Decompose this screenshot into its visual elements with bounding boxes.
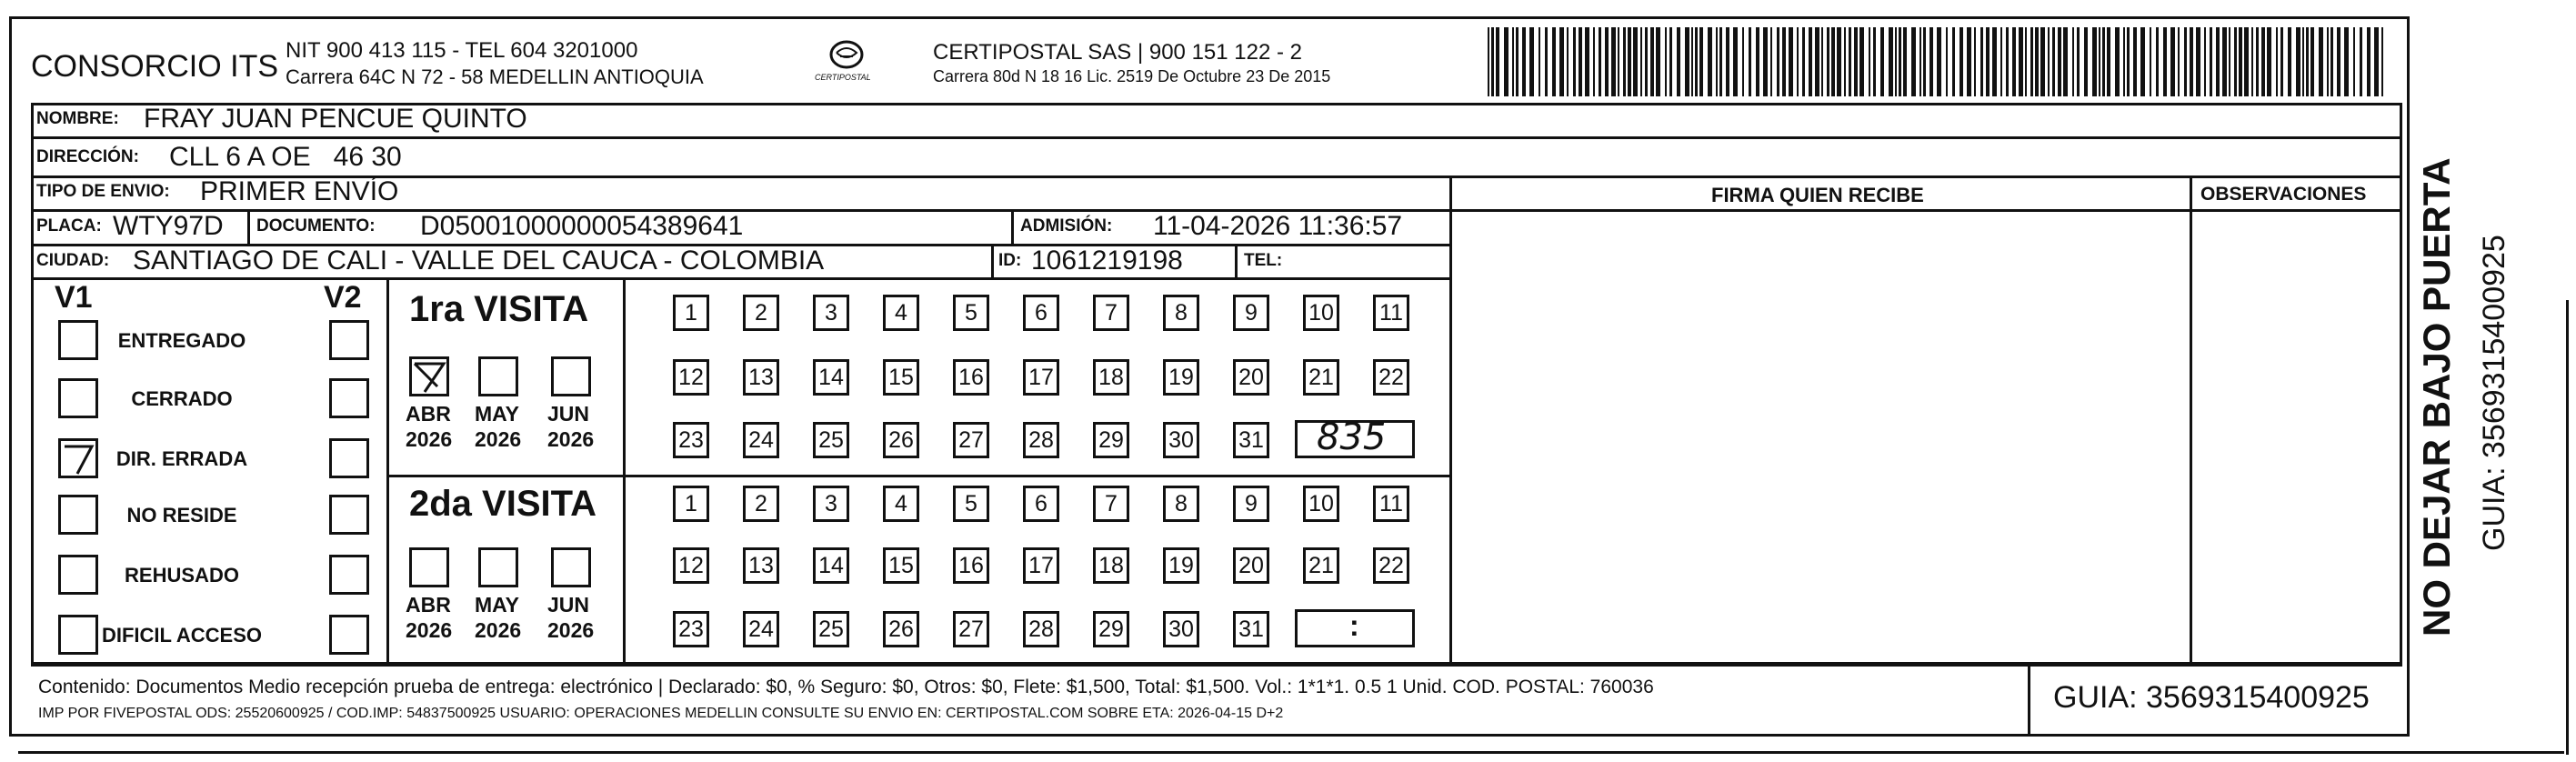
barcode-bar [2184,27,2187,96]
barcode-bar [1986,27,1990,96]
day-box[interactable]: 14 [813,547,849,584]
v2-checkbox[interactable] [329,438,369,478]
barcode-bar [1809,27,1812,96]
barcode-bar [1854,27,1858,96]
day-box[interactable]: 27 [953,422,989,458]
status-label: CERRADO [131,387,233,410]
company-address: Carrera 64C N 72 - 58 MEDELLIN ANTIOQUIA [286,65,704,88]
document-value: D05001000000054389641 [420,211,744,241]
barcode-bar [2280,27,2283,96]
header-underline [1449,209,2402,212]
barcode-bar [1946,27,1948,96]
barcode-bar [1733,27,1738,96]
barcode-bar [1522,27,1526,96]
barcode-bar [1889,27,1893,96]
barcode-bar [2156,27,2159,96]
day-box[interactable]: 20 [1233,547,1269,584]
barcode-bar [2267,27,2271,96]
barcode-bar [1529,27,1534,96]
barcode-bar [1599,27,1601,96]
city-value: SANTIAGO DE CALI - VALLE DEL CAUCA - COLOMBIA [133,246,825,276]
col-line [386,277,389,662]
day-box[interactable]: 26 [883,611,919,647]
day-box[interactable]: 12 [673,547,709,584]
barcode-bar [1859,27,1864,96]
barcode-bar [2367,27,2371,96]
barcode-bar [1593,27,1595,96]
barcode-bar [1539,27,1540,96]
document-label: DOCUMENTO: [256,216,376,236]
day-box[interactable]: 5 [953,486,989,522]
day-box[interactable]: 20 [1233,359,1269,396]
barcode-bar [2261,27,2265,96]
col-line [2028,662,2030,737]
col-line [2190,175,2192,664]
barcode-bar [2115,27,2120,96]
barcode-bar [1695,27,1698,96]
v2-label: V2 [324,280,362,315]
day-box[interactable]: 25 [813,611,849,647]
imp-line: IMP POR FIVEPOSTAL ODS: 25520600925 / COD.IMP: 54837500925 USUARIO: OPERACIONES MEDELLIN CONSULTE SU ENVIO EN: CERTIPOSTAL.COM SOBRE ETA: 2026-04-15 D+2 [38,706,1284,721]
certipostal-logo [806,36,887,89]
barcode-bar [2063,27,2068,96]
barcode-bar [1899,27,1901,96]
barcode-bar [2239,27,2242,96]
barcode-bar [1726,27,1729,96]
day-box[interactable]: 23 [673,611,709,647]
day-box[interactable]: 12 [673,359,709,396]
barcode-bar [1929,27,1933,96]
barcode-bar [2222,27,2227,96]
month-checkbox[interactable] [409,356,449,396]
barcode-bar [1797,27,1799,96]
barcode-bar [2058,27,2061,96]
v2-checkbox[interactable] [329,378,369,418]
admission-label: ADMISIÓN: [1020,216,1113,236]
barcode-bar [1645,27,1648,96]
address-label: DIRECCIÓN: [36,147,139,166]
row-line [31,662,2402,665]
barcode-bar [2178,27,2180,96]
v2-checkbox[interactable] [329,495,369,535]
city-label: CIUDAD: [36,251,110,270]
barcode-bar [1716,27,1718,96]
barcode-bar [2140,27,2145,96]
barcode-bar [1618,27,1619,96]
barcode-bar [1756,27,1759,96]
month-label: MAY [475,402,519,426]
barcode-bar [1650,27,1654,96]
barcode-bar [1685,27,1689,96]
barcode-bar [1488,27,1489,96]
barcode-bar [2306,27,2309,96]
barcode-bar [1656,27,1660,96]
day-box[interactable]: 5 [953,295,989,331]
plate-value: WTY97D [113,211,224,241]
month-checkbox[interactable] [551,356,591,396]
barcode-bar [1974,27,1976,96]
barcode-bar [1770,27,1772,96]
year-label: 2026 [475,427,522,451]
day-box[interactable]: 28 [1023,611,1059,647]
day-box[interactable]: 4 [883,486,919,522]
day-box[interactable]: 31 [1233,611,1269,647]
barcode-bar [1665,27,1667,96]
content-line: Contenido: Documentos Medio recepción prueba de entrega: electrónico | Declarado: $0, % Seguro: $0, Otros: $0, Flete: $1,500, Total: $1,500. Vol.: 1*1*1. 0.5 1 Unid. COD. POSTAL: 760036 [38,677,1654,697]
barcode-bar [1691,27,1693,96]
day-box[interactable]: 19 [1163,359,1199,396]
barcode-bar [1559,27,1564,96]
barcode-bar [1815,27,1819,96]
barcode-bar [2296,27,2300,96]
barcode-bar [2150,27,2151,96]
barcode-bar [1742,27,1744,96]
barcode-bar [2210,27,2212,96]
barcode-bar [2204,27,2206,96]
visit1-time: 835 [1317,416,1387,458]
barcode-bar [2327,27,2329,96]
barcode-bar [2216,27,2220,96]
barcode-bar [1911,27,1916,96]
barcode-bar [2102,27,2105,96]
visit1-title: 1ra VISITA [409,289,589,329]
day-box[interactable]: 21 [1303,359,1339,396]
barcode-bar [2019,27,2023,96]
barcode-bar [1869,27,1870,96]
barcode-bar [1512,27,1514,96]
day-box[interactable]: 22 [1373,359,1409,396]
month-label: JUN [547,593,590,617]
barcode-bar [2302,27,2304,96]
barcode-bar [1827,27,1829,96]
month-label: ABR [406,593,451,617]
barcode-bar [2040,27,2045,96]
month-checkbox[interactable] [478,547,518,587]
right-margin-line [2566,300,2569,755]
day-box[interactable]: 1 [673,486,709,522]
status-label: DIR. ERRADA [115,447,248,470]
barcode-bar [2288,27,2291,96]
side-guia: GUIA: 3569315400925 [2477,235,2511,551]
day-box[interactable]: 17 [1023,547,1059,584]
barcode-bar [1952,27,1955,96]
barcode-bar [1719,27,1722,96]
v2-checkbox[interactable] [329,615,369,655]
id-value: 1061219198 [1031,246,1183,276]
day-box[interactable]: 11 [1373,486,1409,522]
barcode-bar [2163,27,2167,96]
day-box[interactable]: 3 [813,486,849,522]
v1-label: V1 [55,280,93,315]
barcode-bar [2092,27,2097,96]
v2-checkbox[interactable] [329,555,369,595]
day-box[interactable]: 11 [1373,295,1409,331]
month-checkbox[interactable] [478,356,518,396]
day-box[interactable]: 28 [1023,422,1059,458]
barcode-bar [1585,27,1589,96]
status-label: NO RESIDE [126,504,237,526]
day-box[interactable]: 3 [813,295,849,331]
barcode-bar [1763,27,1768,96]
barcode-bar [2374,27,2379,96]
barcode-bar [1640,27,1642,96]
barcode-bar [1516,27,1519,96]
day-box[interactable]: 2 [743,295,779,331]
barcode-bar [2319,27,2323,96]
day-box[interactable]: 31 [1233,422,1269,458]
barcode-bar [2251,27,2253,96]
barcode-bar [2048,27,2050,96]
day-box[interactable]: 4 [883,295,919,331]
carrier-license: Carrera 80d N 18 16 Lic. 2519 De Octubre 23 De 2015 [933,67,1331,85]
barcode-bar [2310,27,2314,96]
barcode [1488,27,2390,96]
barcode-bar [1669,27,1672,96]
barcode-bar [1567,27,1569,96]
barcode-bar [2030,27,2033,96]
side-warning: NO DEJAR BAJO PUERTA [2415,157,2458,637]
barcode-bar [1980,27,1983,96]
observations-header: OBSERVACIONES [2200,184,2367,205]
day-box[interactable]: 16 [953,359,989,396]
month-checkbox[interactable] [409,547,449,587]
barcode-bar [2360,27,2362,96]
month-label: JUN [547,402,590,426]
barcode-bar [1504,27,1509,96]
day-box[interactable]: 8 [1163,295,1199,331]
day-box[interactable]: 17 [1023,359,1059,396]
day-box[interactable]: 1 [673,295,709,331]
day-box[interactable]: 7 [1093,486,1129,522]
day-box[interactable]: 29 [1093,611,1129,647]
col-line [1011,209,1014,244]
plate-label: PLACA: [36,216,102,236]
month-label: ABR [406,402,451,426]
barcode-bar [2025,27,2027,96]
day-box[interactable]: 29 [1093,422,1129,458]
barcode-bar [1749,27,1751,96]
day-box[interactable]: 27 [953,611,989,647]
barcode-bar [2052,27,2055,96]
barcode-bar [2012,27,2016,96]
day-box[interactable]: 10 [1303,486,1339,522]
bottom-shadow-line [18,751,2564,754]
year-label: 2026 [475,618,522,642]
barcode-bar [2244,27,2249,96]
day-box[interactable]: 7 [1093,295,1129,331]
day-box[interactable]: 30 [1163,611,1199,647]
visit-divider [386,475,1450,477]
day-box[interactable]: 21 [1303,547,1339,584]
day-box[interactable]: 18 [1093,547,1129,584]
tel-label: TEL: [1244,251,1283,270]
logo-text: CERTIPOSTAL [815,73,871,82]
barcode-bar [2035,27,2039,96]
year-label: 2026 [406,618,453,642]
address-value: CLL 6 A OE 46 30 [169,142,402,172]
day-box[interactable]: 14 [813,359,849,396]
day-box[interactable]: 2 [743,486,779,522]
barcode-bar [2099,27,2100,96]
day-box[interactable]: 23 [673,422,709,458]
barcode-bar [1545,27,1548,96]
barcode-bar [1923,27,1926,96]
barcode-bar [1802,27,1805,96]
barcode-bar [1837,27,1841,96]
day-box[interactable]: 6 [1023,486,1059,522]
day-box[interactable]: 15 [883,359,919,396]
barcode-bar [2084,27,2088,96]
visit2-time: : [1349,609,1359,642]
year-label: 2026 [547,618,595,642]
v2-checkbox[interactable] [329,320,369,360]
day-box[interactable]: 24 [743,422,779,458]
barcode-bar [2170,27,2175,96]
barcode-bar [1919,27,1921,96]
day-box[interactable]: 18 [1093,359,1129,396]
barcode-bar [1849,27,1851,96]
month-checkbox[interactable] [551,547,591,587]
status-label: ENTREGADO [117,329,246,352]
ship-type-value: PRIMER ENVÍO [200,176,399,206]
day-box[interactable]: 9 [1233,295,1269,331]
barcode-bar [2107,27,2110,96]
day-box[interactable]: 26 [883,422,919,458]
barcode-bar [1552,27,1556,96]
admission-value: 11-04-2026 11:36:57 [1153,211,1403,241]
status-label: DIFICIL ACCESO [101,624,262,647]
barcode-bar [1895,27,1897,96]
signature-header: FIRMA QUIEN RECIBE [1711,184,1924,206]
day-box[interactable]: 8 [1163,486,1199,522]
barcode-bar [1831,27,1835,96]
col-line [991,244,994,277]
day-box[interactable]: 30 [1163,422,1199,458]
day-box[interactable]: 10 [1303,295,1339,331]
barcode-bar [2344,27,2349,96]
barcode-bar [1960,27,1963,96]
day-box[interactable]: 22 [1373,547,1409,584]
barcode-bar [1611,27,1616,96]
barcode-bar [2256,27,2259,96]
barcode-bar [1903,27,1907,96]
barcode-bar [1789,27,1793,96]
company-nit: NIT 900 413 115 - TEL 604 3201000 [286,38,638,63]
barcode-bar [1573,27,1576,96]
day-box[interactable]: 15 [883,547,919,584]
col-line [1235,244,1238,277]
company-name: CONSORCIO ITS [31,49,279,84]
barcode-bar [1777,27,1779,96]
day-box[interactable]: 16 [953,547,989,584]
day-box[interactable]: 13 [743,359,779,396]
barcode-bar [1491,27,1494,96]
barcode-bar [2229,27,2230,96]
row-line [31,277,1451,280]
year-label: 2026 [547,427,595,451]
barcode-bar [2127,27,2130,96]
barcode-bar [2381,27,2383,96]
barcode-bar [1937,27,1941,96]
barcode-bar [2133,27,2137,96]
barcode-bar [1496,27,1499,96]
name-label: NOMBRE: [36,109,119,128]
id-label: ID: [998,251,1022,270]
barcode-bar [2190,27,2193,96]
barcode-bar [1992,27,1997,96]
name-value: FRAY JUAN PENCUE QUINTO [144,104,527,134]
barcode-bar [1782,27,1786,96]
barcode-bar [2077,27,2080,96]
barcode-bar [2006,27,2009,96]
barcode-bar [1579,27,1582,96]
day-box[interactable]: 9 [1233,486,1269,522]
barcode-bar [1623,27,1626,96]
day-box[interactable]: 24 [743,611,779,647]
status-label: REHUSADO [125,564,239,587]
barcode-bar [2330,27,2333,96]
barcode-bar [1708,27,1712,96]
barcode-bar [1873,27,1876,96]
day-box[interactable]: 6 [1023,295,1059,331]
barcode-bar [2353,27,2355,96]
visit2-title: 2da VISITA [409,484,596,524]
month-label: MAY [475,593,519,617]
ship-type-label: TIPO DE ENVIO: [36,182,170,201]
barcode-bar [1967,27,1971,96]
barcode-bar [2196,27,2200,96]
barcode-bar [1821,27,1823,96]
day-box[interactable]: 19 [1163,547,1199,584]
barcode-bar [2072,27,2074,96]
carrier-name: CERTIPOSTAL SAS | 900 151 122 - 2 [933,40,1302,65]
barcode-bar [1699,27,1703,96]
barcode-bar [1628,27,1631,96]
row-line [31,136,2402,139]
barcode-bar [1605,27,1609,96]
barcode-bar [2123,27,2125,96]
col-line [1449,175,1452,664]
day-box[interactable]: 13 [743,547,779,584]
barcode-bar [2276,27,2278,96]
barcode-bar [2337,27,2340,96]
col-line [623,277,626,662]
col-line [247,209,250,244]
barcode-bar [1844,27,1846,96]
barcode-bar [2000,27,2002,96]
year-label: 2026 [406,427,453,451]
day-box[interactable]: 25 [813,422,849,458]
barcode-bar [1633,27,1638,96]
barcode-bar [1880,27,1884,96]
footer-guia: GUIA: 3569315400925 [2053,680,2370,715]
barcode-bar [2234,27,2237,96]
barcode-bar [1677,27,1680,96]
